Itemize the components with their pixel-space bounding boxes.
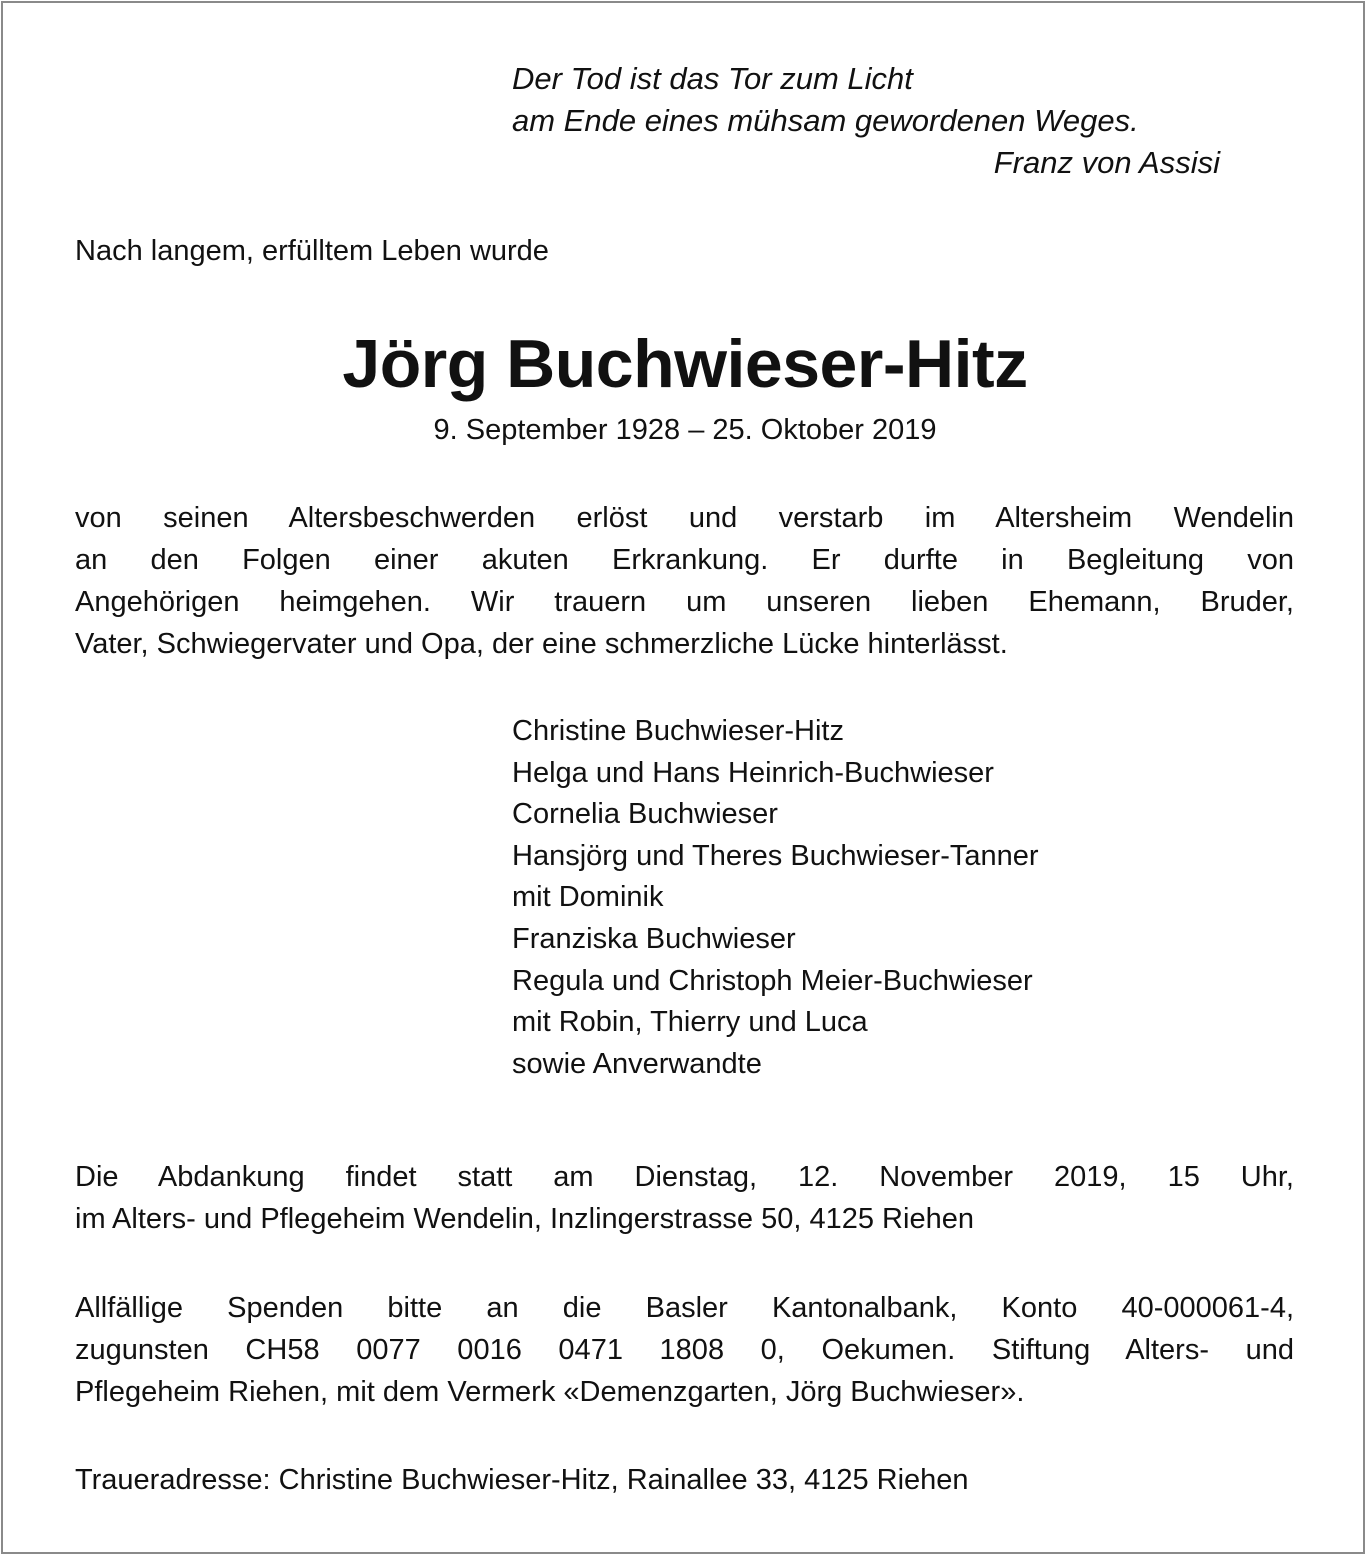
quote-line: Der Tod ist das Tor zum Licht	[512, 61, 913, 96]
mourning-address: Traueradresse: Christine Buchwieser-Hitz, Rainallee 33, 4125 Riehen	[75, 1464, 969, 1496]
mourner-entry: Hansjörg und Theres Buchwieser-Tanner	[512, 839, 1039, 872]
mourner-entry: mit Robin, Thierry und Luca	[512, 1006, 868, 1039]
mourner-entry: Franziska Buchwieser	[512, 922, 796, 955]
life-dates: 9. September 1928 – 25. Oktober 2019	[433, 414, 937, 446]
paragraph-line: Vater, Schwiegervater und Opa, der eine schmerzliche Lücke hinterlässt.	[75, 628, 1008, 660]
paragraph-line: an den Folgen einer akuten Erkrankung. Er durfte in Begleitung von	[75, 544, 1294, 576]
quote-author: Franz von Assisi	[993, 145, 1220, 180]
intro-text: Nach langem, erfülltem Leben wurde	[75, 235, 549, 267]
mourner-entry: Cornelia Buchwieser	[512, 798, 778, 831]
quote-line: am Ende eines mühsam gewordenen Weges.	[512, 103, 1139, 138]
mourner-entry: sowie Anverwandte	[512, 1047, 762, 1080]
mourner-entry: mit Dominik	[512, 881, 664, 914]
donations-line: Allfällige Spenden bitte an die Basler Kantonalbank, Konto 40-000061-4,	[75, 1292, 1294, 1324]
paragraph-line: Angehörigen heimgehen. Wir trauern um unseren lieben Ehemann, Bruder,	[75, 586, 1294, 618]
service-line: im Alters- und Pflegeheim Wendelin, Inzlingerstrasse 50, 4125 Riehen	[75, 1203, 974, 1235]
mourner-entry: Regula und Christoph Meier-Buchwieser	[512, 964, 1033, 997]
epigraph-quote	[512, 58, 1220, 184]
donations-line: Pflegeheim Riehen, mit dem Vermerk «Demenzgarten, Jörg Buchwieser».	[75, 1376, 1025, 1408]
mourner-entry: Christine Buchwieser-Hitz	[512, 715, 844, 747]
deceased-name: Jörg Buchwieser-Hitz	[342, 326, 1028, 402]
donations-paragraph	[75, 1287, 1294, 1413]
service-line: Die Abdankung findet statt am Dienstag, 12. November 2019, 15 Uhr,	[75, 1161, 1294, 1193]
service-paragraph	[75, 1156, 1294, 1240]
mourner-entry: Helga und Hans Heinrich-Buchwieser	[512, 756, 994, 789]
paragraph-line: von seinen Altersbeschwerden erlöst und verstarb im Altersheim Wendelin	[75, 502, 1294, 534]
mourners-list	[512, 711, 1039, 1085]
announcement-paragraph	[75, 497, 1294, 665]
donations-line: zugunsten CH58 0077 0016 0471 1808 0, Oekumen. Stiftung Alters- und	[75, 1334, 1294, 1366]
